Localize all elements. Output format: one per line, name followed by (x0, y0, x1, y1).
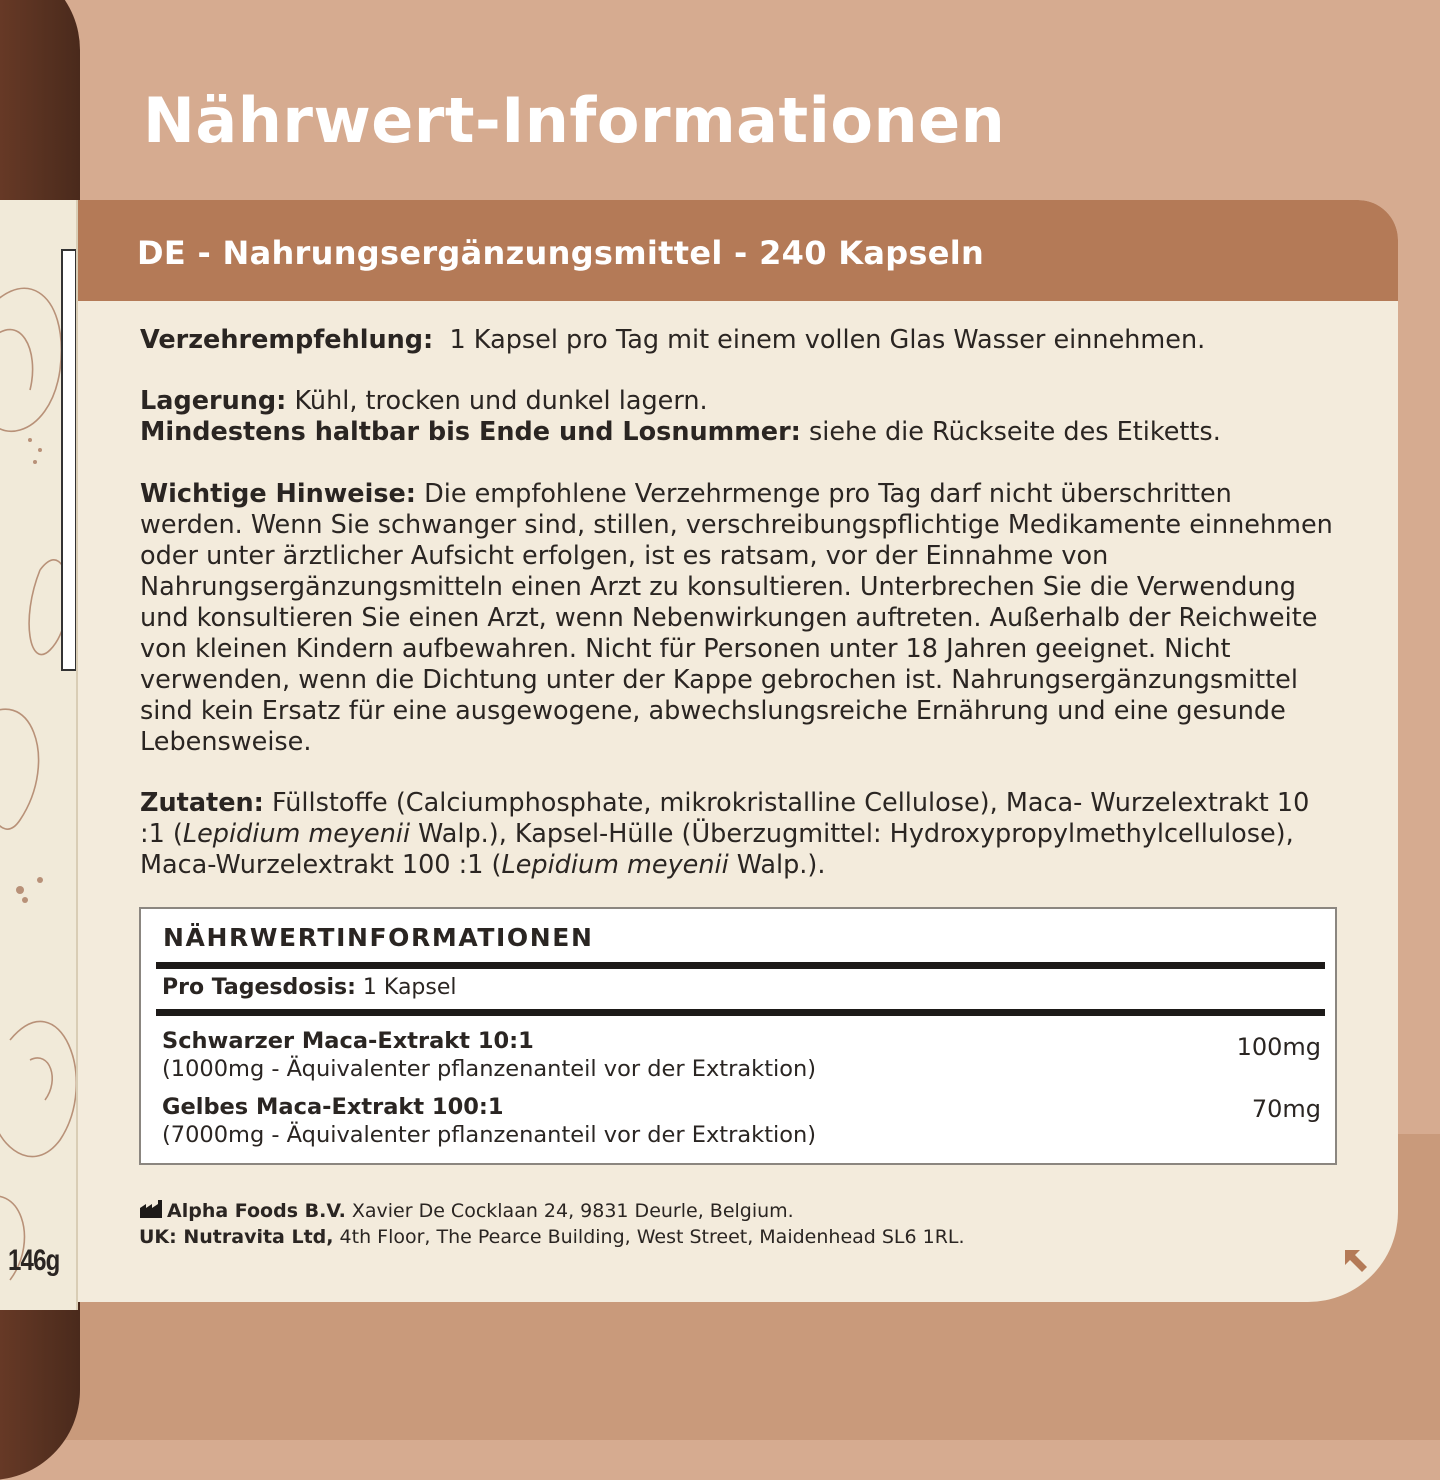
bottle-weight: 146g (8, 1244, 60, 1277)
ingredients-section (140, 788, 1340, 881)
daily-dose (162, 975, 457, 1000)
nutrition-item-amount: 70mg (1251, 1095, 1321, 1123)
best-before-label: Mindestens haltbar bis Ende und Losnummer: (140, 417, 801, 447)
ingredients-latin-1: Lepidium meyenii (182, 819, 411, 849)
ingredients-text-3: Walp.). (728, 850, 826, 880)
storage-section (140, 386, 1340, 448)
ingredients-latin-2: Lepidium meyenii (501, 850, 729, 880)
serving-label: Verzehrempfehlung: (140, 325, 434, 355)
botanical-illustration-icon (0, 200, 76, 1310)
uk-address (139, 1226, 965, 1248)
manufacturer-address (139, 1199, 794, 1222)
manufacturer-company: Alpha Foods B.V. (167, 1200, 346, 1222)
daily-dose-value: 1 Kapsel (362, 975, 457, 1000)
bottle-label (0, 200, 78, 1310)
uk-address-text: 4th Floor, The Pearce Building, West Street, Maidenhead SL6 1RL. (339, 1226, 965, 1248)
card-header-title: DE - Nahrungsergänzungsmittel - 240 Kapseln (137, 234, 985, 272)
serving-text: 1 Kapsel pro Tag mit einem vollen Glas Wasser einnehmen. (449, 325, 1206, 355)
nutrition-item-name: Gelbes Maca-Extrakt 100:1 (162, 1094, 504, 1120)
nutrition-item-amount: 100mg (1236, 1033, 1321, 1061)
divider (156, 1009, 1325, 1016)
nutrition-table (139, 907, 1337, 1165)
storage-text: Kühl, trocken und dunkel lagern. (294, 386, 708, 416)
nutrition-item-note: (7000mg - Äquivalenter pflanzenanteil vor der Extraktion) (162, 1122, 817, 1148)
arrow-up-left-icon (1342, 1247, 1370, 1275)
warnings-section (140, 479, 1340, 758)
uk-company: UK: Nutravita Ltd, (139, 1226, 334, 1248)
ingredients-label: Zutaten: (140, 788, 264, 818)
ingredients-text-1: Füllstoffe (Calciumphosphate, mikrokristalline Cellulose), Maca- Wurzelextrakt 10 :1 ( (140, 788, 1310, 849)
nutrition-item-name: Schwarzer Maca-Extrakt 10:1 (162, 1028, 534, 1054)
nutrition-row (162, 1027, 816, 1083)
storage-label: Lagerung: (140, 386, 287, 416)
info-card (78, 200, 1398, 1302)
warnings-label: Wichtige Hinweise: (140, 479, 416, 509)
factory-icon (139, 1199, 163, 1219)
ingredients-text-2: Walp.), Kapsel-Hülle (Überzugmittel: Hydroxypropylmethylcellulose), Maca-Wurzelextrakt 100 :1 ( (140, 819, 1294, 880)
divider (156, 962, 1325, 969)
daily-dose-label: Pro Tagesdosis: (162, 975, 356, 1000)
nutrition-row (162, 1093, 816, 1149)
serving-recommendation (140, 325, 1340, 356)
card-header (78, 200, 1398, 301)
best-before-text: siehe die Rückseite des Etiketts. (808, 417, 1221, 447)
manufacturer-address-text: Xavier De Cocklaan 24, 9831 Deurle, Belgium. (351, 1200, 794, 1222)
nutrition-title: NÄHRWERTINFORMATIONEN (163, 923, 594, 952)
nutrition-item-note: (1000mg - Äquivalenter pflanzenanteil vor der Extraktion) (162, 1056, 817, 1082)
warnings-text: Die empfohlene Verzehrmenge pro Tag darf nicht überschritten werden. Wenn Sie schwanger sind, stillen, verschreibungspflichtige Medikamente einnehmen oder unter ärztlicher Aufsicht erfolgen, ist es ratsam, vor der Einnahme von Nahrungsergänzungsmitteln einen Arzt zu konsultieren. Unterbrechen Sie die Verwendung und konsultieren Sie einen Arzt, wenn Nebenwirkungen auftreten. Außerhalb der Reichweite von kleinen Kindern aufbewahren. Nicht für Personen unter 18 Jahren geeignet. Nicht verwenden, wenn die Dichtung unter der Kappe gebrochen ist. Nahrungsergänzungsmittel sind kein Ersatz für eine ausgewogene, abwechslungsreiche Ernährung und eine gesunde Lebensweise. (140, 479, 1333, 757)
page-title: Nährwert-Informationen (143, 84, 1006, 157)
